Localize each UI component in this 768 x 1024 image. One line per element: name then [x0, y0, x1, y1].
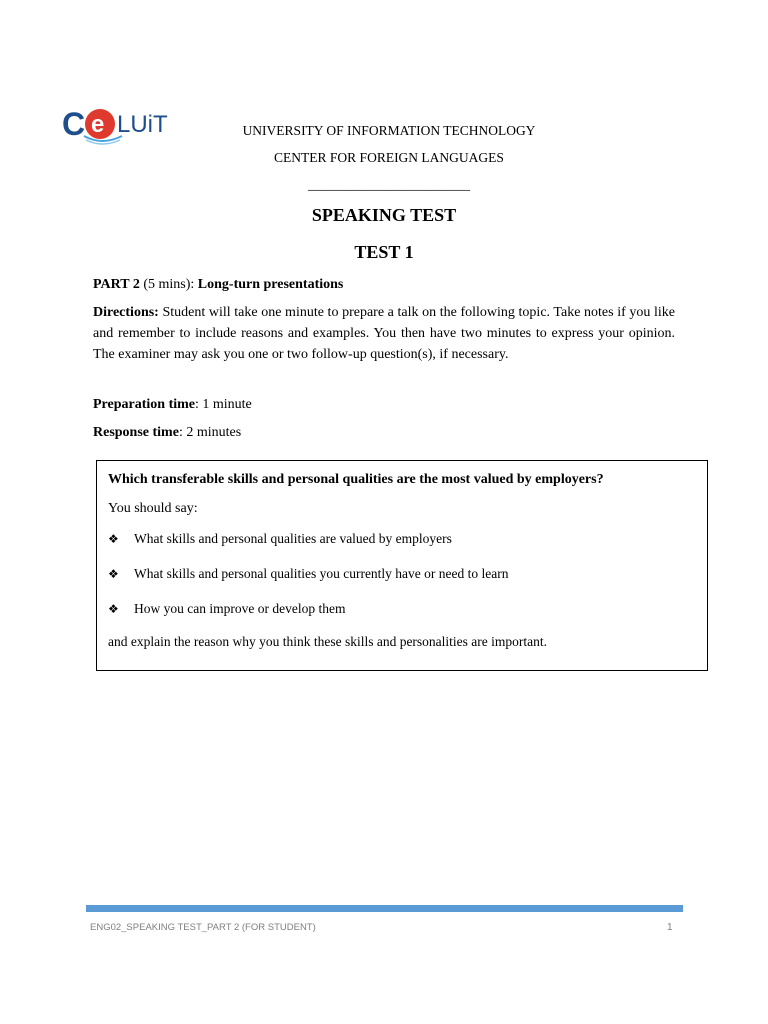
preparation-time	[93, 394, 675, 415]
footer-bar	[86, 905, 683, 912]
test-number: TEST 1	[354, 242, 414, 262]
task-bullet-text: What skills and personal qualities are valued by employers	[134, 531, 452, 546]
task-bullet	[108, 531, 452, 547]
response-value: : 2 minutes	[178, 425, 242, 440]
page-title: SPEAKING TEST	[311, 205, 457, 225]
header-rule: ________________________	[308, 177, 470, 192]
part-duration: (5 mins):	[143, 277, 195, 292]
logo-letters-luit: LUiT	[117, 111, 168, 138]
part-label: PART 2	[93, 277, 140, 292]
center-name: CENTER FOR FOREIGN LANGUAGES	[274, 150, 504, 165]
directions-label: Directions:	[93, 305, 159, 320]
task-explain: and explain the reason why you think these skills and personalities are important.	[108, 634, 548, 649]
part-heading	[93, 274, 675, 295]
directions-paragraph	[93, 302, 675, 365]
task-bullet	[108, 566, 509, 582]
task-bullet-text: How you can improve or develop them	[134, 601, 346, 616]
response-label: Response time	[93, 425, 179, 440]
university-name: UNIVERSITY OF INFORMATION TECHNOLOGY	[242, 123, 536, 138]
task-card	[96, 460, 708, 671]
footer-doc-label: ENG02_SPEAKING TEST_PART 2 (FOR STUDENT)	[90, 922, 316, 933]
diamond-bullet-icon: ❖	[108, 602, 119, 616]
preparation-value: : 1 minute	[195, 397, 252, 412]
logo-letter-e: e	[91, 111, 105, 138]
task-question: Which transferable skills and personal qualities are the most valued by employers?	[108, 472, 604, 487]
you-should-say: You should say:	[108, 501, 198, 516]
preparation-label: Preparation time	[93, 397, 195, 412]
diamond-bullet-icon: ❖	[108, 532, 119, 546]
logo-letter-c: C	[62, 106, 86, 142]
task-bullet	[108, 601, 345, 617]
diamond-bullet-icon: ❖	[108, 567, 119, 581]
response-time	[93, 422, 675, 443]
directions-text: Student will take one minute to prepare a talk on the following topic. Take notes if you like and remember to include reasons and examples. You then have two minutes to express your opinion. The examiner may ask you one or two follow-up question(s), if necessary.	[93, 305, 675, 362]
task-bullet-text: What skills and personal qualities you currently have or need to learn	[134, 566, 509, 581]
page-number: 1	[667, 922, 673, 933]
part-name: Long-turn presentations	[197, 277, 344, 292]
